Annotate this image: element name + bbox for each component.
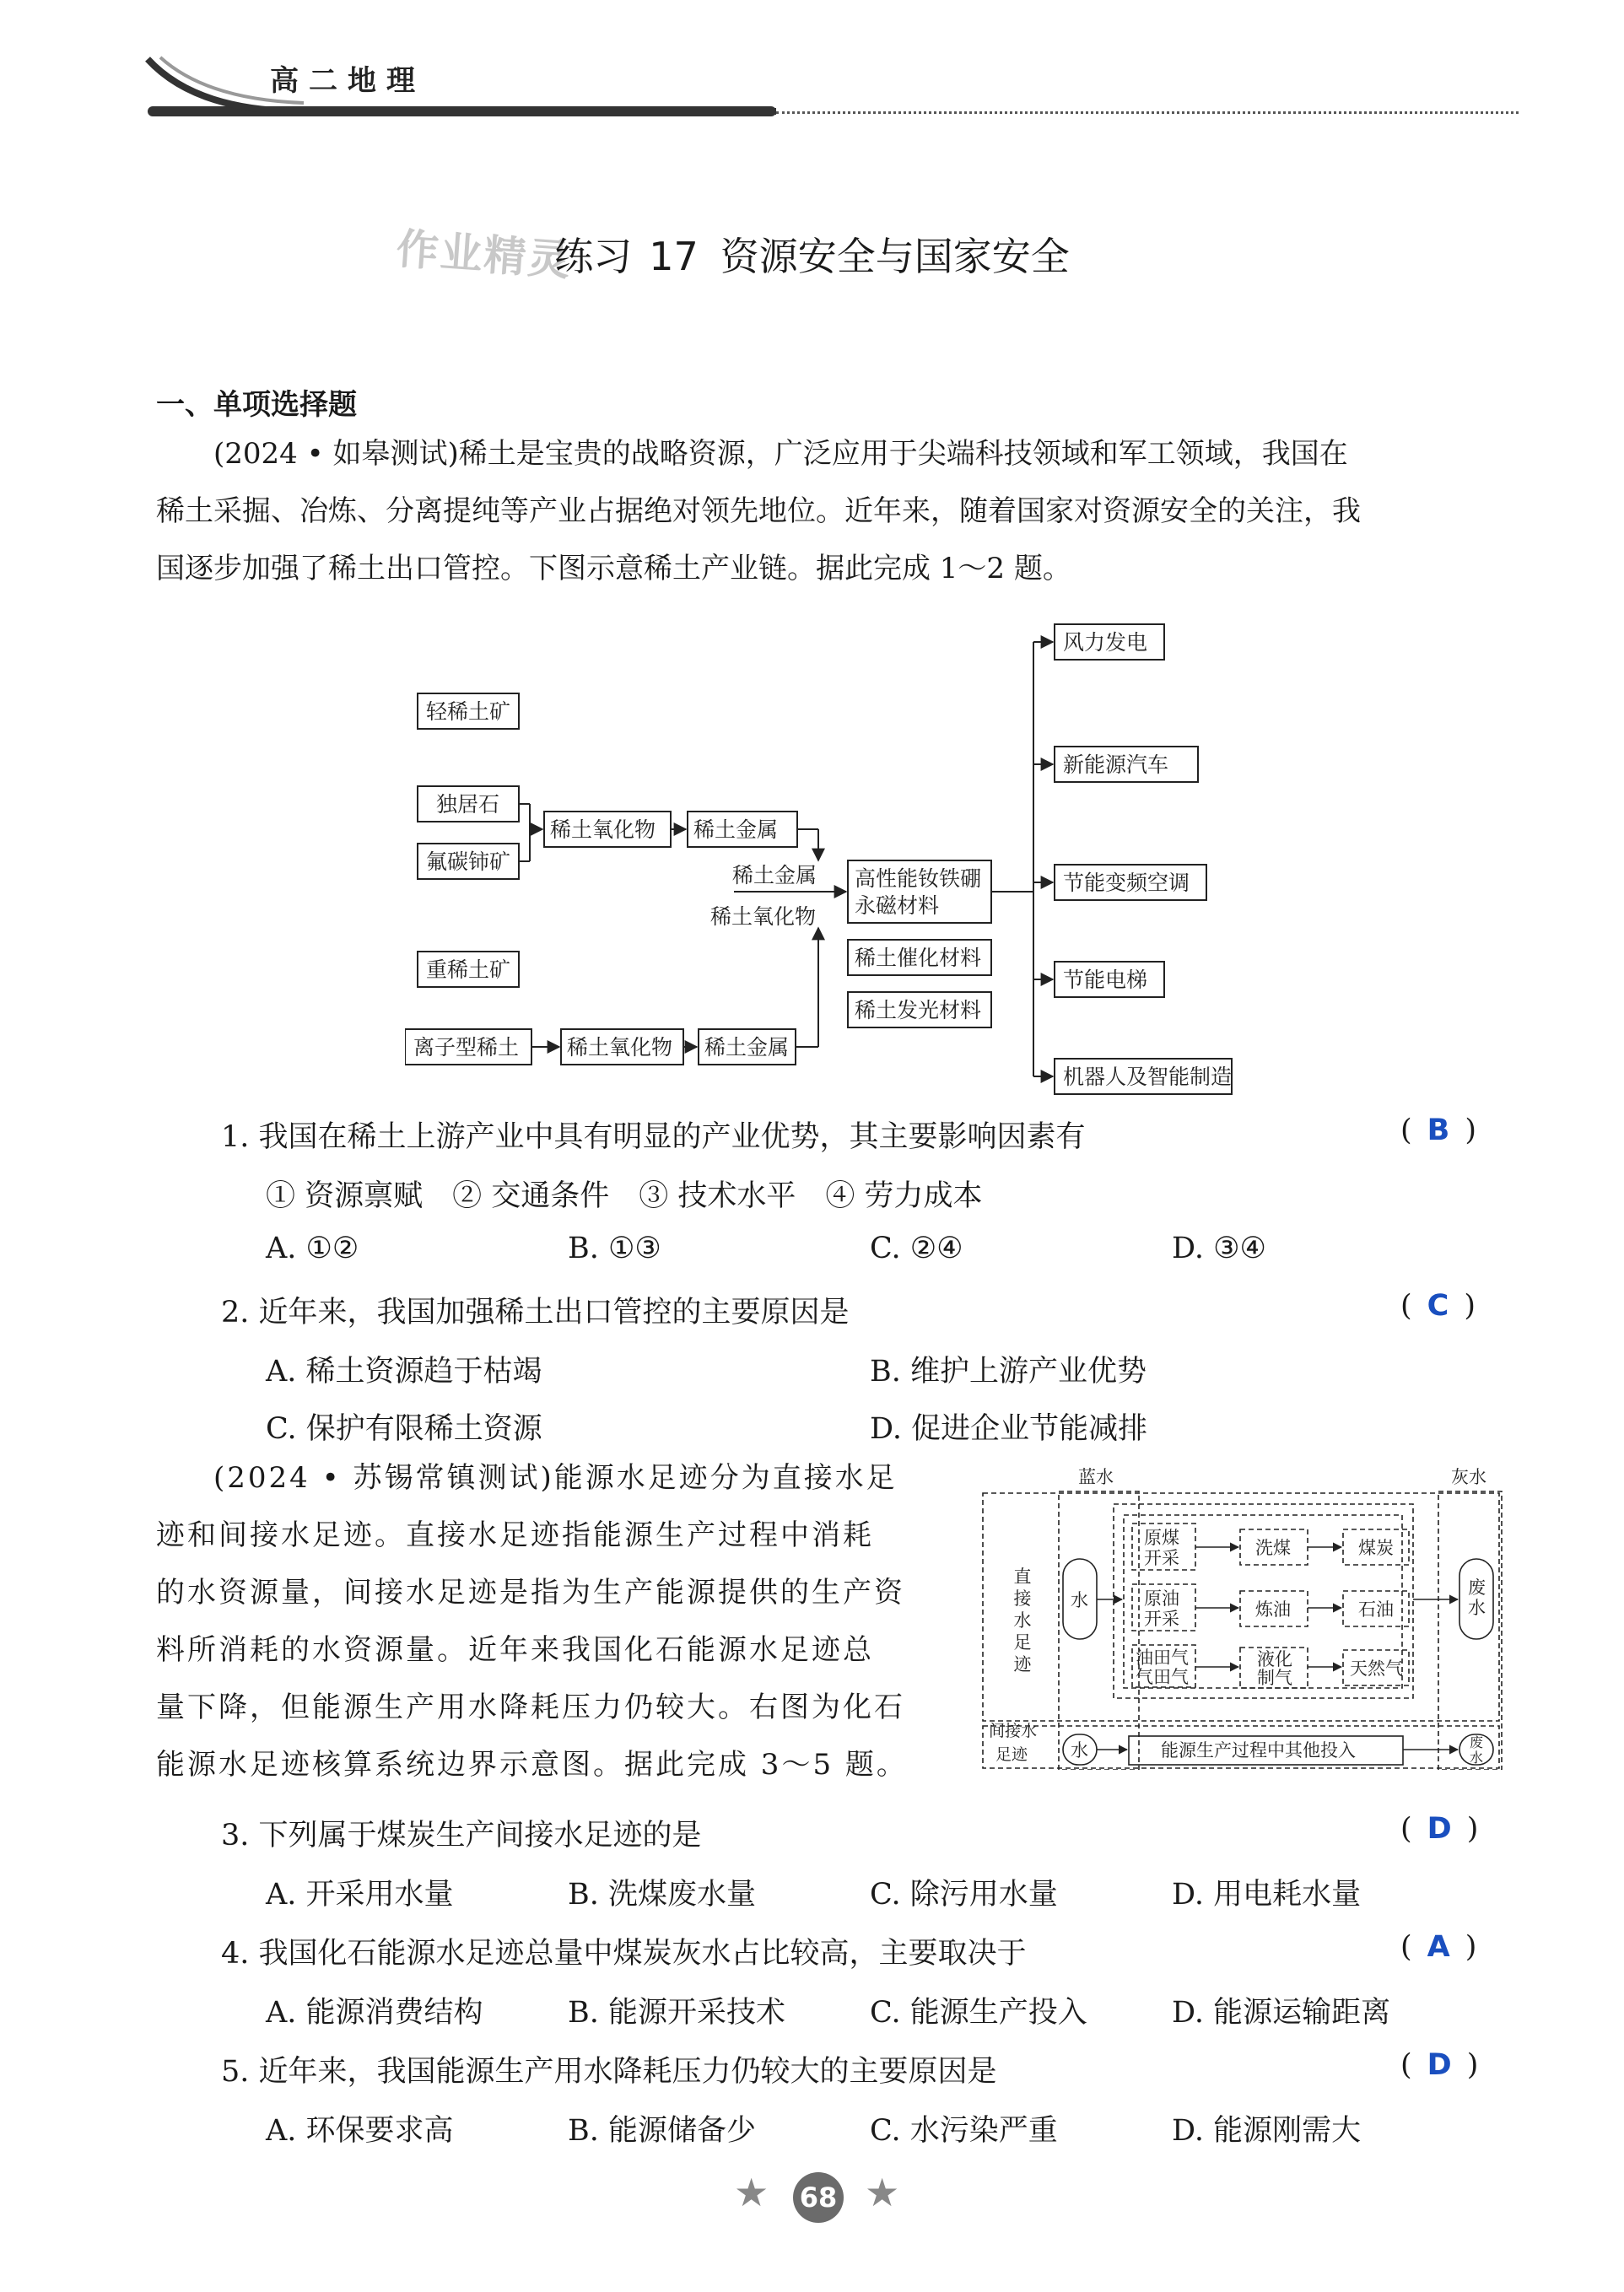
passage-1-line-2: 稀土采掘、冶炼、分离提纯等产业占据绝对领先地位。近年来，随着国家对资源安全的关注，我 xyxy=(156,494,1361,528)
star-right-icon: ★ xyxy=(865,2170,900,2215)
question-4-option-b: B. 能源开采技术 xyxy=(568,1996,785,2030)
question-4-option-c: C. 能源生产投入 xyxy=(870,1996,1087,2030)
question-4-answer: ( A ) xyxy=(1400,1930,1477,1964)
title-text: 资源安全与国家安全 xyxy=(720,234,1070,279)
other-input-label: 能源生产过程中其他投入 xyxy=(1161,1740,1356,1761)
question-3-option-c: C. 除污用水量 xyxy=(870,1878,1058,1912)
question-4-stem: 4. 我国化石能源水足迹总量中煤炭灰水占比较高，主要取决于 xyxy=(221,1937,1027,1971)
indirect-label-2: 足迹 xyxy=(995,1745,1028,1764)
app-elevator-label: 节能电梯 xyxy=(1063,968,1148,992)
passage-2-line-1: (2024 • 苏锡常镇测试)能源水足迹分为直接水足 xyxy=(213,1461,898,1495)
indirect-label-1: 间接水 xyxy=(989,1722,1038,1740)
magnet-label-1: 高性能钕铁硼 xyxy=(855,866,982,891)
question-3-option-d: D. 用电耗水量 xyxy=(1172,1878,1362,1912)
question-1-option-b: B. ①③ xyxy=(568,1232,661,1265)
question-3-answer: ( D ) xyxy=(1400,1812,1479,1846)
watermark: 作业精灵 xyxy=(394,224,574,286)
title-number: 17 xyxy=(649,234,699,279)
coal-label: 煤炭 xyxy=(1358,1538,1394,1558)
question-5-option-a: A. 环保要求高 xyxy=(266,2114,454,2148)
section-heading: 一、单项选择题 xyxy=(156,388,357,422)
liquefy-label-2: 制气 xyxy=(1257,1668,1292,1688)
direct-label: 直接水足迹 xyxy=(1013,1567,1032,1675)
question-5-option-b: B. 能源储备少 xyxy=(568,2114,756,2148)
header-label: 高二地理 xyxy=(270,64,425,98)
question-2-option-c: C. 保护有限稀土资源 xyxy=(266,1412,542,1446)
passage-2-line-5: 量下降，但能源生产用水降耗压力仍较大。右图为化石 xyxy=(156,1691,905,1724)
question-1-option-d: D. ③④ xyxy=(1172,1232,1266,1265)
question-2-option-b: B. 维护上游产业优势 xyxy=(870,1355,1147,1389)
page-number: 68 xyxy=(793,2172,844,2223)
question-5-option-c: C. 水污染严重 xyxy=(870,2114,1058,2148)
mid-oxide-label: 稀土氧化物 xyxy=(710,904,817,929)
question-3-option-a: A. 开采用水量 xyxy=(266,1878,454,1912)
app-wind-label: 风力发电 xyxy=(1063,630,1148,655)
metal-top-label: 稀土金属 xyxy=(693,817,779,842)
question-1-option-a: A. ①② xyxy=(266,1232,359,1265)
passage-2-line-4: 料所消耗的水资源量。近年来我国化石能源水足迹总 xyxy=(156,1633,874,1667)
passage-1 xyxy=(156,425,1514,597)
question-1-items: ① 资源禀赋 ② 交通条件 ③ 技术水平 ④ 劳力成本 xyxy=(266,1179,983,1213)
passage-1-line-3: 国逐步加强了稀土出口管控。下图示意稀土产业链。据此完成 1～2 题。 xyxy=(156,552,1071,585)
question-4-option-a: A. 能源消费结构 xyxy=(266,1996,483,2030)
question-2-stem: 2. 近年来，我国加强稀土出口管控的主要原因是 xyxy=(221,1296,850,1329)
ore-ionic-label: 离子型稀土 xyxy=(413,1035,520,1060)
page-title xyxy=(0,226,1624,282)
refine-label: 炼油 xyxy=(1255,1599,1291,1620)
ore-heavy-label: 重稀土矿 xyxy=(426,957,511,982)
passage-1-line-1: (2024 • 如皋测试)稀土是宝贵的战略资源，广泛应用于尖端科技领域和军工领域，我国在 xyxy=(213,437,1348,471)
app-ac-label: 节能变频空调 xyxy=(1063,871,1190,895)
question-5-answer: ( D ) xyxy=(1400,2048,1479,2082)
header-swoosh xyxy=(143,51,785,127)
ore-monazite-label: 独居石 xyxy=(436,792,500,817)
passage-2-line-3: 的水资源量，间接水足迹是指为生产能源提供的生产资 xyxy=(156,1576,905,1610)
ore-light-label: 轻稀土矿 xyxy=(426,699,511,724)
question-1-option-c: C. ②④ xyxy=(870,1232,963,1265)
luminous-label: 稀土发光材料 xyxy=(855,998,982,1022)
star-left-icon: ★ xyxy=(734,2170,769,2215)
waste-out-label: 废水 xyxy=(1468,1577,1486,1618)
question-2-option-d: D. 促进企业节能减排 xyxy=(870,1412,1148,1446)
question-2-option-a: A. 稀土资源趋于枯竭 xyxy=(266,1355,542,1389)
liquefy-label-1: 液化 xyxy=(1257,1649,1292,1669)
question-1-stem: 1. 我国在稀土上游产业中具有明显的产业优势，其主要影响因素有 xyxy=(221,1120,1086,1154)
gas-field-label-1: 油田气 xyxy=(1136,1648,1189,1668)
coal-mining-label-1: 原煤 xyxy=(1144,1528,1179,1548)
metal-bottom-label: 稀土金属 xyxy=(704,1035,790,1060)
water-footprint-diagram xyxy=(979,1458,1510,1770)
oxide-bottom-label: 稀土氧化物 xyxy=(567,1035,673,1060)
catalyst-label: 稀土催化材料 xyxy=(855,946,982,970)
grey-water-label: 灰水 xyxy=(1451,1467,1486,1487)
question-5-option-d: D. 能源刚需大 xyxy=(1172,2114,1362,2148)
app-robot-label: 机器人及智能制造 xyxy=(1063,1065,1233,1089)
coal-mining-label-2: 开采 xyxy=(1144,1548,1179,1568)
question-4-option-d: D. 能源运输距离 xyxy=(1172,1996,1391,2030)
water-in-label: 水 xyxy=(1071,1590,1088,1610)
question-2-answer: ( C ) xyxy=(1400,1289,1476,1323)
ore-bastnasite-label: 氟碳铈矿 xyxy=(426,849,511,874)
question-1-answer: ( B ) xyxy=(1400,1114,1476,1147)
app-ev-label: 新能源汽车 xyxy=(1063,752,1169,777)
header-divider xyxy=(776,111,1519,114)
magnet-label-2: 永磁材料 xyxy=(855,893,940,918)
oxide-top-label: 稀土氧化物 xyxy=(550,817,656,842)
mid-metal-label: 稀土金属 xyxy=(732,863,817,887)
question-3-option-b: B. 洗煤废水量 xyxy=(568,1878,756,1912)
coal-wash-label: 洗煤 xyxy=(1255,1538,1291,1558)
question-3-stem: 3. 下列属于煤炭生产间接水足迹的是 xyxy=(221,1819,702,1852)
oil-mining-label-1: 原油 xyxy=(1144,1588,1179,1609)
passage-2-line-2: 迹和间接水足迹。直接水足迹指能源生产过程中消耗 xyxy=(156,1518,874,1552)
passage-2 xyxy=(156,1449,958,1793)
petroleum-label: 石油 xyxy=(1358,1599,1394,1620)
question-5-stem: 5. 近年来，我国能源生产用水降耗压力仍较大的主要原因是 xyxy=(221,2055,997,2089)
natural-gas-label: 天然气 xyxy=(1350,1658,1403,1679)
blue-water-label: 蓝水 xyxy=(1078,1467,1114,1487)
oil-mining-label-2: 开采 xyxy=(1144,1609,1179,1629)
title-prefix: 练习 xyxy=(554,234,633,279)
water-in-2-label: 水 xyxy=(1071,1740,1088,1761)
passage-2-line-6: 能源水足迹核算系统边界示意图。据此完成 3～5 题。 xyxy=(156,1748,908,1782)
gas-field-label-2: 气田气 xyxy=(1136,1667,1189,1687)
rare-earth-chain-diagram xyxy=(405,616,1282,1114)
waste-out-2-label: 废水 xyxy=(1469,1734,1483,1766)
